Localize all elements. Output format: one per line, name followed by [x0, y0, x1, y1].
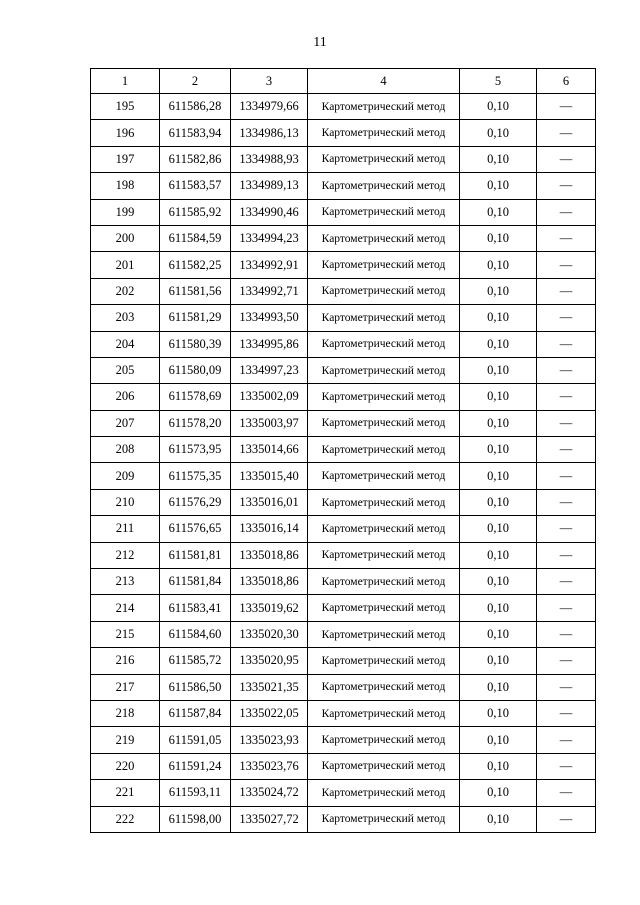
- table-row: [91, 437, 596, 463]
- x-coordinate-cell: 611578,69: [160, 384, 231, 410]
- y-coordinate-cell: 1334995,86: [231, 331, 308, 357]
- point-number-cell: 208: [91, 437, 160, 463]
- method-cell: Картометрический метод: [308, 753, 460, 779]
- y-coordinate-cell: 1334997,23: [231, 357, 308, 383]
- description-cell: —: [537, 674, 596, 700]
- accuracy-cell: 0,10: [460, 569, 537, 595]
- method-cell: Картометрический метод: [308, 120, 460, 146]
- table-row: [91, 384, 596, 410]
- method-cell: Картометрический метод: [308, 700, 460, 726]
- accuracy-cell: 0,10: [460, 753, 537, 779]
- accuracy-cell: 0,10: [460, 199, 537, 225]
- x-coordinate-cell: 611581,81: [160, 542, 231, 568]
- table-row: [91, 120, 596, 146]
- point-number-cell: 205: [91, 357, 160, 383]
- accuracy-cell: 0,10: [460, 621, 537, 647]
- method-cell: Картометрический метод: [308, 384, 460, 410]
- column-header: 6: [537, 69, 596, 94]
- x-coordinate-cell: 611581,29: [160, 305, 231, 331]
- accuracy-cell: 0,10: [460, 94, 537, 120]
- x-coordinate-cell: 611576,29: [160, 489, 231, 515]
- accuracy-cell: 0,10: [460, 225, 537, 251]
- x-coordinate-cell: 611573,95: [160, 437, 231, 463]
- description-cell: —: [537, 753, 596, 779]
- accuracy-cell: 0,10: [460, 727, 537, 753]
- y-coordinate-cell: 1335021,35: [231, 674, 308, 700]
- y-coordinate-cell: 1335020,95: [231, 648, 308, 674]
- x-coordinate-cell: 611582,86: [160, 146, 231, 172]
- x-coordinate-cell: 611584,60: [160, 621, 231, 647]
- method-cell: Картометрический метод: [308, 437, 460, 463]
- table-row: [91, 357, 596, 383]
- method-cell: Картометрический метод: [308, 648, 460, 674]
- table-row: [91, 278, 596, 304]
- table-row: [91, 621, 596, 647]
- accuracy-cell: 0,10: [460, 700, 537, 726]
- description-cell: —: [537, 357, 596, 383]
- method-cell: Картометрический метод: [308, 569, 460, 595]
- y-coordinate-cell: 1335027,72: [231, 806, 308, 832]
- accuracy-cell: 0,10: [460, 595, 537, 621]
- point-number-cell: 221: [91, 780, 160, 806]
- point-number-cell: 206: [91, 384, 160, 410]
- method-cell: Картометрический метод: [308, 331, 460, 357]
- table-row: [91, 173, 596, 199]
- column-header: 3: [231, 69, 308, 94]
- description-cell: —: [537, 621, 596, 647]
- x-coordinate-cell: 611591,24: [160, 753, 231, 779]
- y-coordinate-cell: 1335023,93: [231, 727, 308, 753]
- point-number-cell: 213: [91, 569, 160, 595]
- y-coordinate-cell: 1334992,71: [231, 278, 308, 304]
- point-number-cell: 202: [91, 278, 160, 304]
- method-cell: Картометрический метод: [308, 357, 460, 383]
- coordinates-table: [90, 68, 596, 833]
- description-cell: —: [537, 225, 596, 251]
- x-coordinate-cell: 611583,57: [160, 173, 231, 199]
- description-cell: —: [537, 410, 596, 436]
- header-row: [91, 69, 596, 94]
- point-number-cell: 209: [91, 463, 160, 489]
- y-coordinate-cell: 1335003,97: [231, 410, 308, 436]
- point-number-cell: 201: [91, 252, 160, 278]
- y-coordinate-cell: 1335022,05: [231, 700, 308, 726]
- x-coordinate-cell: 611587,84: [160, 700, 231, 726]
- x-coordinate-cell: 611593,11: [160, 780, 231, 806]
- method-cell: Картометрический метод: [308, 305, 460, 331]
- method-cell: Картометрический метод: [308, 516, 460, 542]
- table-row: [91, 780, 596, 806]
- point-number-cell: 200: [91, 225, 160, 251]
- x-coordinate-cell: 611575,35: [160, 463, 231, 489]
- x-coordinate-cell: 611586,28: [160, 94, 231, 120]
- description-cell: —: [537, 516, 596, 542]
- table-row: [91, 595, 596, 621]
- accuracy-cell: 0,10: [460, 278, 537, 304]
- method-cell: Картометрический метод: [308, 463, 460, 489]
- y-coordinate-cell: 1335016,14: [231, 516, 308, 542]
- accuracy-cell: 0,10: [460, 120, 537, 146]
- y-coordinate-cell: 1335018,86: [231, 542, 308, 568]
- description-cell: —: [537, 542, 596, 568]
- accuracy-cell: 0,10: [460, 357, 537, 383]
- y-coordinate-cell: 1335024,72: [231, 780, 308, 806]
- table-row: [91, 700, 596, 726]
- table-row: [91, 569, 596, 595]
- accuracy-cell: 0,10: [460, 437, 537, 463]
- table-row: [91, 806, 596, 832]
- point-number-cell: 198: [91, 173, 160, 199]
- description-cell: —: [537, 489, 596, 515]
- description-cell: —: [537, 780, 596, 806]
- x-coordinate-cell: 611585,92: [160, 199, 231, 225]
- accuracy-cell: 0,10: [460, 305, 537, 331]
- x-coordinate-cell: 611580,09: [160, 357, 231, 383]
- y-coordinate-cell: 1334992,91: [231, 252, 308, 278]
- accuracy-cell: 0,10: [460, 648, 537, 674]
- accuracy-cell: 0,10: [460, 542, 537, 568]
- method-cell: Картометрический метод: [308, 595, 460, 621]
- point-number-cell: 220: [91, 753, 160, 779]
- y-coordinate-cell: 1335019,62: [231, 595, 308, 621]
- description-cell: —: [537, 146, 596, 172]
- y-coordinate-cell: 1335016,01: [231, 489, 308, 515]
- table-body: [91, 94, 596, 833]
- table-row: [91, 753, 596, 779]
- method-cell: Картометрический метод: [308, 489, 460, 515]
- method-cell: Картометрический метод: [308, 278, 460, 304]
- description-cell: —: [537, 278, 596, 304]
- description-cell: —: [537, 595, 596, 621]
- y-coordinate-cell: 1334993,50: [231, 305, 308, 331]
- description-cell: —: [537, 252, 596, 278]
- accuracy-cell: 0,10: [460, 463, 537, 489]
- table-row: [91, 331, 596, 357]
- method-cell: Картометрический метод: [308, 225, 460, 251]
- x-coordinate-cell: 611598,00: [160, 806, 231, 832]
- accuracy-cell: 0,10: [460, 331, 537, 357]
- y-coordinate-cell: 1334986,13: [231, 120, 308, 146]
- method-cell: Картометрический метод: [308, 199, 460, 225]
- column-header: 5: [460, 69, 537, 94]
- x-coordinate-cell: 611582,25: [160, 252, 231, 278]
- point-number-cell: 210: [91, 489, 160, 515]
- point-number-cell: 211: [91, 516, 160, 542]
- x-coordinate-cell: 611583,94: [160, 120, 231, 146]
- description-cell: —: [537, 384, 596, 410]
- description-cell: —: [537, 437, 596, 463]
- y-coordinate-cell: 1334979,66: [231, 94, 308, 120]
- table-row: [91, 463, 596, 489]
- column-header: 4: [308, 69, 460, 94]
- x-coordinate-cell: 611583,41: [160, 595, 231, 621]
- y-coordinate-cell: 1334988,93: [231, 146, 308, 172]
- table-row: [91, 516, 596, 542]
- accuracy-cell: 0,10: [460, 384, 537, 410]
- method-cell: Картометрический метод: [308, 780, 460, 806]
- accuracy-cell: 0,10: [460, 489, 537, 515]
- point-number-cell: 197: [91, 146, 160, 172]
- table-row: [91, 410, 596, 436]
- description-cell: —: [537, 569, 596, 595]
- y-coordinate-cell: 1335002,09: [231, 384, 308, 410]
- description-cell: —: [537, 120, 596, 146]
- table-row: [91, 305, 596, 331]
- y-coordinate-cell: 1334990,46: [231, 199, 308, 225]
- point-number-cell: 216: [91, 648, 160, 674]
- x-coordinate-cell: 611591,05: [160, 727, 231, 753]
- method-cell: Картометрический метод: [308, 542, 460, 568]
- y-coordinate-cell: 1335018,86: [231, 569, 308, 595]
- y-coordinate-cell: 1335023,76: [231, 753, 308, 779]
- y-coordinate-cell: 1335015,40: [231, 463, 308, 489]
- method-cell: Картометрический метод: [308, 252, 460, 278]
- description-cell: —: [537, 700, 596, 726]
- description-cell: —: [537, 727, 596, 753]
- y-coordinate-cell: 1335020,30: [231, 621, 308, 647]
- description-cell: —: [537, 94, 596, 120]
- point-number-cell: 219: [91, 727, 160, 753]
- description-cell: —: [537, 806, 596, 832]
- table-row: [91, 94, 596, 120]
- x-coordinate-cell: 611578,20: [160, 410, 231, 436]
- column-header: 1: [91, 69, 160, 94]
- table-row: [91, 542, 596, 568]
- accuracy-cell: 0,10: [460, 146, 537, 172]
- description-cell: —: [537, 173, 596, 199]
- table-row: [91, 727, 596, 753]
- table-row: [91, 146, 596, 172]
- point-number-cell: 199: [91, 199, 160, 225]
- table-row: [91, 489, 596, 515]
- description-cell: —: [537, 199, 596, 225]
- point-number-cell: 217: [91, 674, 160, 700]
- accuracy-cell: 0,10: [460, 806, 537, 832]
- x-coordinate-cell: 611576,65: [160, 516, 231, 542]
- x-coordinate-cell: 611585,72: [160, 648, 231, 674]
- accuracy-cell: 0,10: [460, 252, 537, 278]
- method-cell: Картометрический метод: [308, 94, 460, 120]
- description-cell: —: [537, 463, 596, 489]
- accuracy-cell: 0,10: [460, 674, 537, 700]
- accuracy-cell: 0,10: [460, 516, 537, 542]
- point-number-cell: 203: [91, 305, 160, 331]
- point-number-cell: 218: [91, 700, 160, 726]
- point-number-cell: 195: [91, 94, 160, 120]
- description-cell: —: [537, 331, 596, 357]
- x-coordinate-cell: 611581,84: [160, 569, 231, 595]
- method-cell: Картометрический метод: [308, 674, 460, 700]
- column-header: 2: [160, 69, 231, 94]
- accuracy-cell: 0,10: [460, 173, 537, 199]
- table-row: [91, 648, 596, 674]
- method-cell: Картометрический метод: [308, 621, 460, 647]
- x-coordinate-cell: 611581,56: [160, 278, 231, 304]
- table-row: [91, 674, 596, 700]
- point-number-cell: 204: [91, 331, 160, 357]
- x-coordinate-cell: 611584,59: [160, 225, 231, 251]
- method-cell: Картометрический метод: [308, 173, 460, 199]
- point-number-cell: 196: [91, 120, 160, 146]
- description-cell: —: [537, 305, 596, 331]
- accuracy-cell: 0,10: [460, 410, 537, 436]
- description-cell: —: [537, 648, 596, 674]
- point-number-cell: 215: [91, 621, 160, 647]
- table-row: [91, 252, 596, 278]
- page-number: 11: [313, 35, 327, 50]
- accuracy-cell: 0,10: [460, 780, 537, 806]
- method-cell: Картометрический метод: [308, 410, 460, 436]
- x-coordinate-cell: 611586,50: [160, 674, 231, 700]
- point-number-cell: 207: [91, 410, 160, 436]
- y-coordinate-cell: 1334994,23: [231, 225, 308, 251]
- table-row: [91, 199, 596, 225]
- table-row: [91, 225, 596, 251]
- method-cell: Картометрический метод: [308, 806, 460, 832]
- point-number-cell: 222: [91, 806, 160, 832]
- point-number-cell: 212: [91, 542, 160, 568]
- x-coordinate-cell: 611580,39: [160, 331, 231, 357]
- y-coordinate-cell: 1335014,66: [231, 437, 308, 463]
- y-coordinate-cell: 1334989,13: [231, 173, 308, 199]
- method-cell: Картометрический метод: [308, 727, 460, 753]
- point-number-cell: 214: [91, 595, 160, 621]
- method-cell: Картометрический метод: [308, 146, 460, 172]
